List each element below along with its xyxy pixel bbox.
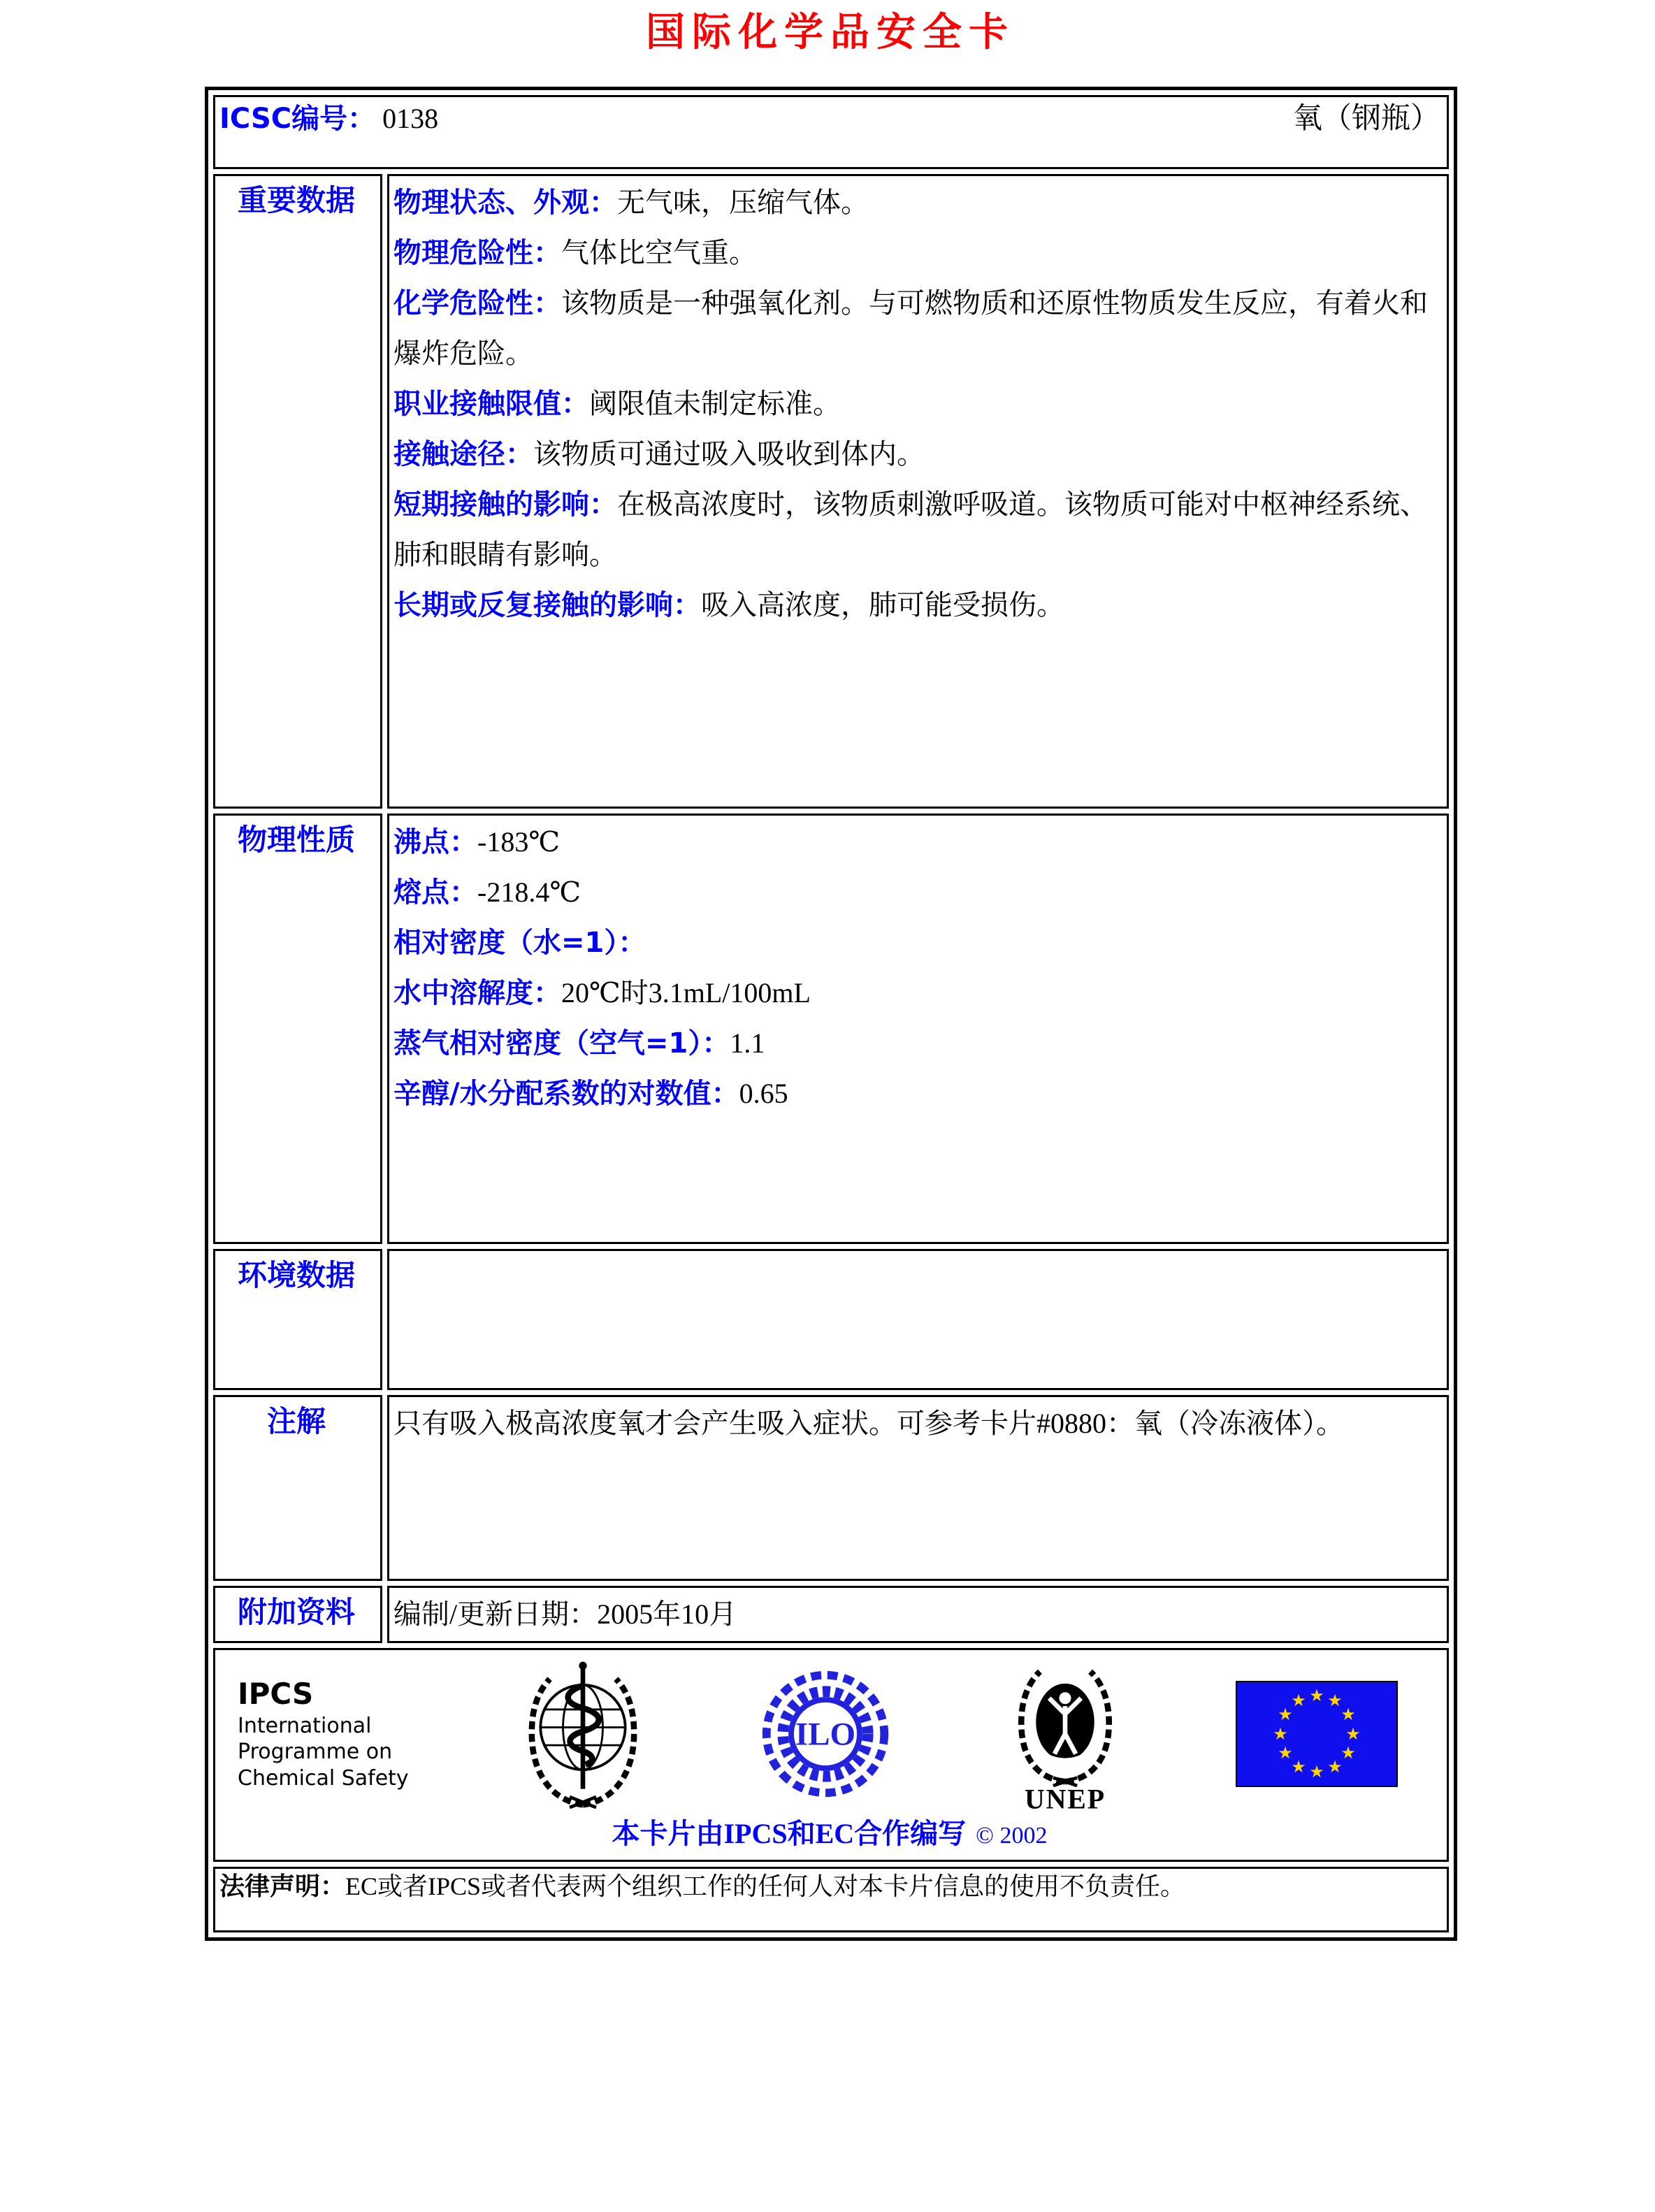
section-content-important-data [387, 174, 1449, 809]
legal-label: 法律声明： [219, 1872, 346, 1901]
svg-text:★: ★ [1340, 1742, 1356, 1763]
data-item [393, 379, 1440, 429]
field-label: 水中溶解度： [393, 977, 561, 1009]
field-value: 0.65 [739, 1078, 788, 1109]
icsc-number-group [219, 99, 438, 138]
eu-flag-icon [1236, 1681, 1398, 1787]
data-item [393, 479, 1440, 580]
credit-text: 本卡片由IPCS和EC合作编写 [612, 1818, 967, 1849]
field-label: 接触途径： [393, 438, 533, 470]
page-title: 国际化学品安全卡 [646, 10, 1015, 55]
svg-text:★: ★ [1345, 1723, 1361, 1744]
data-item [393, 1069, 1440, 1119]
field-value: 1.1 [730, 1027, 765, 1059]
svg-text:★: ★ [1309, 1685, 1324, 1705]
section-row-important-data [213, 174, 1449, 809]
credit-copyright: © 2002 [976, 1823, 1048, 1849]
field-label: 相对密度（水=1）： [393, 927, 646, 959]
field-value: 吸入高浓度，肺可能受损伤。 [701, 589, 1064, 621]
ipcs-acronym: IPCS [238, 1677, 314, 1711]
section-content-additional-information [387, 1586, 1449, 1643]
section-label-environmental-data: 环境数据 [213, 1249, 382, 1390]
unep-logo-letters: UNEP [1024, 1783, 1106, 1812]
data-item [393, 1398, 1440, 1449]
section-content-notes [387, 1395, 1449, 1581]
data-item [393, 228, 1440, 278]
data-item [393, 918, 1440, 968]
svg-text:★: ★ [1327, 1756, 1343, 1777]
svg-text:★: ★ [1291, 1756, 1306, 1777]
field-value: 2005年10月 [597, 1598, 737, 1630]
ipcs-text-block [238, 1676, 409, 1791]
safety-card-table [205, 87, 1457, 1941]
field-label: 蒸气相对密度（空气=1）： [393, 1027, 730, 1060]
legal-row [213, 1867, 1449, 1932]
data-item [393, 968, 1440, 1018]
field-label: 沸点： [393, 826, 477, 858]
section-label-additional-information: 附加资料 [213, 1586, 382, 1643]
ilo-logo-icon [757, 1665, 894, 1802]
field-label: 熔点： [393, 876, 477, 909]
field-value: 只有吸入极高浓度氧才会产生吸入症状。可参考卡片#0880：氧（冷冻液体）。 [393, 1408, 1344, 1439]
svg-text:★: ★ [1278, 1704, 1293, 1724]
icsc-number-label: ICSC编号： [219, 103, 376, 136]
field-label: 编制/更新日期： [393, 1598, 598, 1630]
svg-text:★: ★ [1309, 1761, 1324, 1781]
data-item [393, 580, 1440, 630]
ipcs-line1: International [238, 1713, 372, 1738]
field-value: -218.4℃ [477, 876, 581, 908]
svg-text:★: ★ [1327, 1690, 1343, 1710]
svg-text:★: ★ [1273, 1723, 1288, 1744]
data-item [393, 867, 1440, 918]
icsc-number-value: 0138 [382, 103, 439, 135]
section-label-physical-properties: 物理性质 [213, 814, 382, 1244]
data-item [393, 817, 1440, 867]
data-item [393, 178, 1440, 228]
field-label: 职业接触限值： [393, 388, 589, 420]
who-logo-icon [513, 1658, 653, 1810]
card-header-cell [213, 95, 1449, 169]
field-value: 该物质可通过吸入吸收到体内。 [533, 438, 925, 470]
data-item [393, 429, 1440, 479]
card-header-row [213, 95, 1449, 169]
unep-logo-icon [999, 1656, 1132, 1812]
field-value: 该物质是一种强氧化剂。与可燃物质和还原性物质发生反应，有着火和爆炸危险。 [393, 287, 1428, 369]
legal-text: EC或者IPCS或者代表两个组织工作的任何人对本卡片信息的使用不负责任。 [345, 1872, 1186, 1900]
field-label: 化学危险性： [393, 287, 561, 319]
data-item [393, 1589, 1440, 1640]
field-label: 物理状态、外观： [393, 187, 617, 219]
field-label: 物理危险性： [393, 237, 561, 269]
ipcs-line3: Chemical Safety [238, 1765, 409, 1791]
legal-cell [213, 1867, 1449, 1932]
field-label: 短期接触的影响： [393, 489, 617, 521]
field-label: 辛醇/水分配系数的对数值： [393, 1078, 739, 1110]
svg-text:★: ★ [1278, 1742, 1293, 1763]
field-label: 长期或反复接触的影响： [393, 589, 701, 621]
data-item [393, 278, 1440, 379]
section-content-physical-properties [387, 814, 1449, 1244]
field-value: 阈限值未制定标准。 [589, 388, 841, 419]
section-row-physical-properties [213, 814, 1449, 1244]
footer-row [213, 1648, 1449, 1862]
ipcs-line2: Programme on [238, 1740, 393, 1764]
footer-cell [213, 1648, 1449, 1862]
section-row-notes [213, 1395, 1449, 1581]
svg-text:★: ★ [1340, 1704, 1356, 1724]
ilo-logo-letters: ILO [795, 1716, 856, 1753]
section-label-notes: 注解 [213, 1395, 382, 1581]
section-row-environmental-data [213, 1249, 1449, 1390]
credit-line [219, 1812, 1440, 1858]
field-value: 无气味，压缩气体。 [617, 187, 869, 218]
section-label-important-data: 重要数据 [213, 174, 382, 809]
data-item [393, 1018, 1440, 1069]
section-row-additional-information [213, 1586, 1449, 1643]
chemical-name: 氧（钢瓶） [1292, 103, 1440, 135]
field-value: 在极高浓度时，该物质刺激呼吸道。该物质可能对中枢神经系统、肺和眼睛有影响。 [393, 489, 1428, 570]
field-value: 气体比空气重。 [561, 237, 757, 268]
field-value: 20℃时3.1mL/100mL [561, 977, 811, 1009]
field-value: -183℃ [477, 826, 561, 858]
section-content-environmental-data [387, 1249, 1449, 1390]
svg-text:★: ★ [1291, 1690, 1306, 1710]
